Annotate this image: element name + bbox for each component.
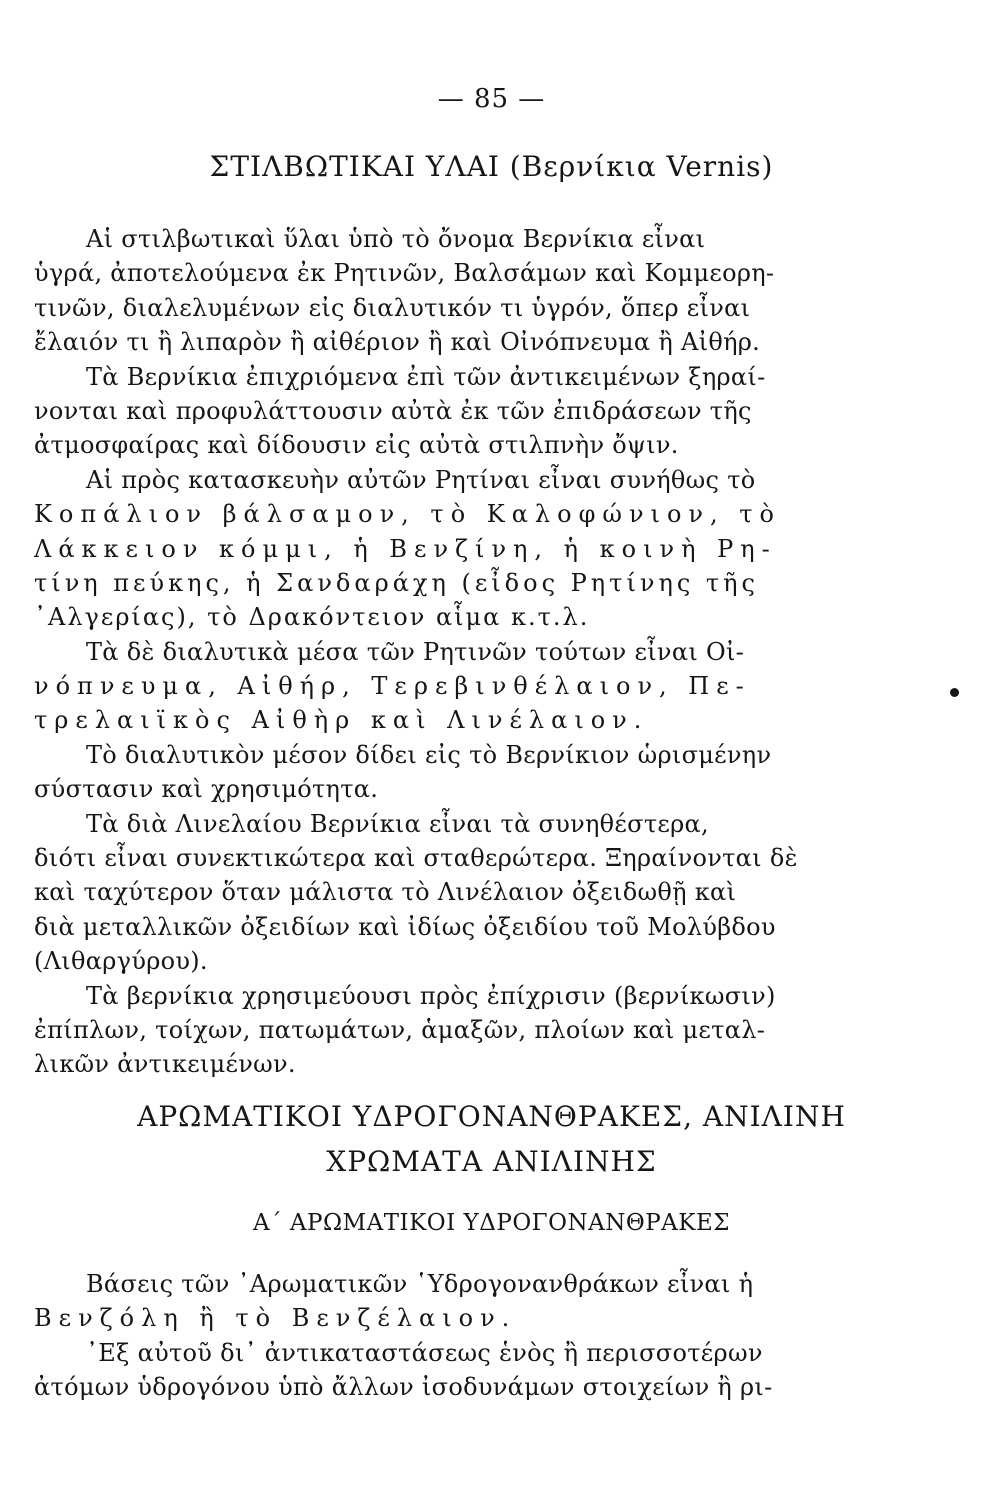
text-line: τίνη πεύκης, ἡ Σανδαράχη (εἶδος Ρητίνης τῆς — [34, 568, 759, 597]
text-line: ἀτμοσφαίρας καὶ δίδουσιν εἰς αὐτὰ στιλπνὴν ὄψιν. — [34, 431, 679, 460]
text-line: ᾽Αλγερίας), τὸ Δρακόντειον αἷμα κ.τ.λ. — [34, 603, 590, 632]
margin-dot-mark — [950, 688, 959, 697]
text-line: Κοπάλιον βάλσαμον, τὸ Καλοφώνιον, τὸ — [34, 500, 781, 529]
page-number: — 85 — — [437, 84, 546, 114]
text-line: καὶ ταχύτερον ὅταν μάλιστα τὸ Λινέλαιον ὀξειδωθῇ καὶ — [34, 878, 737, 907]
section-heading-aromatic-line2: ΧΡΩΜΑΤΑ ΑΝΙΛΙΝΗΣ — [326, 1145, 657, 1178]
text-line: Λάκκειον κόμμι, ἡ Βενζίνη, ἡ κοινὴ Ρη- — [34, 534, 777, 563]
text-line: ἐπίπλων, τοίχων, πατωμάτων, ἁμαξῶν, πλοίων καὶ μεταλ- — [34, 1015, 766, 1044]
text-line: σύστασιν καὶ χρησιμότητα. — [34, 775, 379, 804]
text-line: Τὰ δὲ διαλυτικὰ μέσα τῶν Ρητινῶν τούτων εἶναι Οἰ- — [86, 637, 745, 666]
section-heading-aromatic-line1: ΑΡΩΜΑΤΙΚΟΙ ΥΔΡΟΓΟΝΑΝΘΡΑΚΕΣ, ΑΝΙΛΙΝΗ — [137, 1100, 846, 1133]
text-line: διότι εἶναι συνεκτικώτερα καὶ σταθερώτερα. Ξηραίνονται δὲ — [34, 844, 798, 873]
text-line: ᾽Εξ αὐτοῦ δι᾽ ἀντικαταστάσεως ἑνὸς ἢ περισσοτέρων — [86, 1338, 763, 1367]
section-heading-varnishes: ΣΤΙΛΒΩΤΙΚΑΙ ΥΛΑΙ (Βερνίκια Vernis) — [209, 150, 774, 183]
text-line: Τὸ διαλυτικὸν μέσον δίδει εἰς τὸ Βερνίκιον ὡρισμένην — [86, 740, 772, 769]
text-line: Βάσεις τῶν ᾽Αρωματικῶν ῾Υδρογονανθράκων εἶναι ἡ — [86, 1270, 754, 1298]
text-line: ἀτόμων ὑδρογόνου ὑπὸ ἄλλων ἰσοδυνάμων στοιχείων ἢ ρι- — [34, 1373, 773, 1402]
text-line: διὰ μεταλλικῶν ὀξειδίων καὶ ἰδίως ὀξειδίου τοῦ Μολύβδου — [34, 912, 776, 941]
section1-body — [34, 222, 862, 1082]
text-line: Τὰ Βερνίκια ἐπιχριόμενα ἐπὶ τῶν ἀντικειμένων ξηραί- — [86, 362, 766, 391]
text-line: ἔλαιόν τι ἢ λιπαρὸν ἢ αἰθέριον ἢ καὶ Οἰνόπνευμα ἢ Αἰθήρ. — [34, 328, 761, 357]
text-line: Τὰ βερνίκια χρησιμεύουσι πρὸς ἐπίχρισιν (βερνίκωσιν) — [86, 981, 776, 1010]
text-line: λικῶν ἀντικειμένων. — [34, 1050, 296, 1079]
text-line: τινῶν, διαλελυμένων εἰς διαλυτικόν τι ὑγρόν, ὅπερ εἶναι — [34, 293, 751, 322]
text-line: Τὰ διὰ Λινελαίου Βερνίκια εἶναι τὰ συνηθέστερα, — [86, 809, 709, 838]
text-line: ὑγρά, ἀποτελούμενα ἐκ Ρητινῶν, Βαλσάμων καὶ Κομμεορη- — [34, 259, 775, 288]
text-line: νόπνευμα, Αἰθήρ, Τερεβινθέλαιον, Πε- — [34, 672, 751, 701]
text-line: Βενζόλη ἢ τὸ Βενζέλαιον. — [34, 1304, 517, 1333]
subsection-heading: Α΄ ΑΡΩΜΑΤΙΚΟΙ ΥΔΡΟΓΟΝΑΝΘΡΑΚΕΣ — [252, 1210, 731, 1236]
text-line: Αἱ στιλβωτικαὶ ὕλαι ὑπὸ τὸ ὄνομα Βερνίκια εἶναι — [86, 225, 706, 253]
section3-body — [34, 1267, 862, 1405]
text-line: (Λιθαργύρου). — [34, 947, 208, 976]
text-line: Αἱ πρὸς κατασκευὴν αὐτῶν Ρητίναι εἶναι συνήθως τὸ — [86, 465, 756, 494]
text-line: νονται καὶ προφυλάττουσιν αὐτὰ ἐκ τῶν ἐπιδράσεων τῆς — [34, 396, 752, 425]
text-line: τρελαιϊκὸς Αἰθὴρ καὶ Λινέλαιον. — [34, 706, 649, 735]
